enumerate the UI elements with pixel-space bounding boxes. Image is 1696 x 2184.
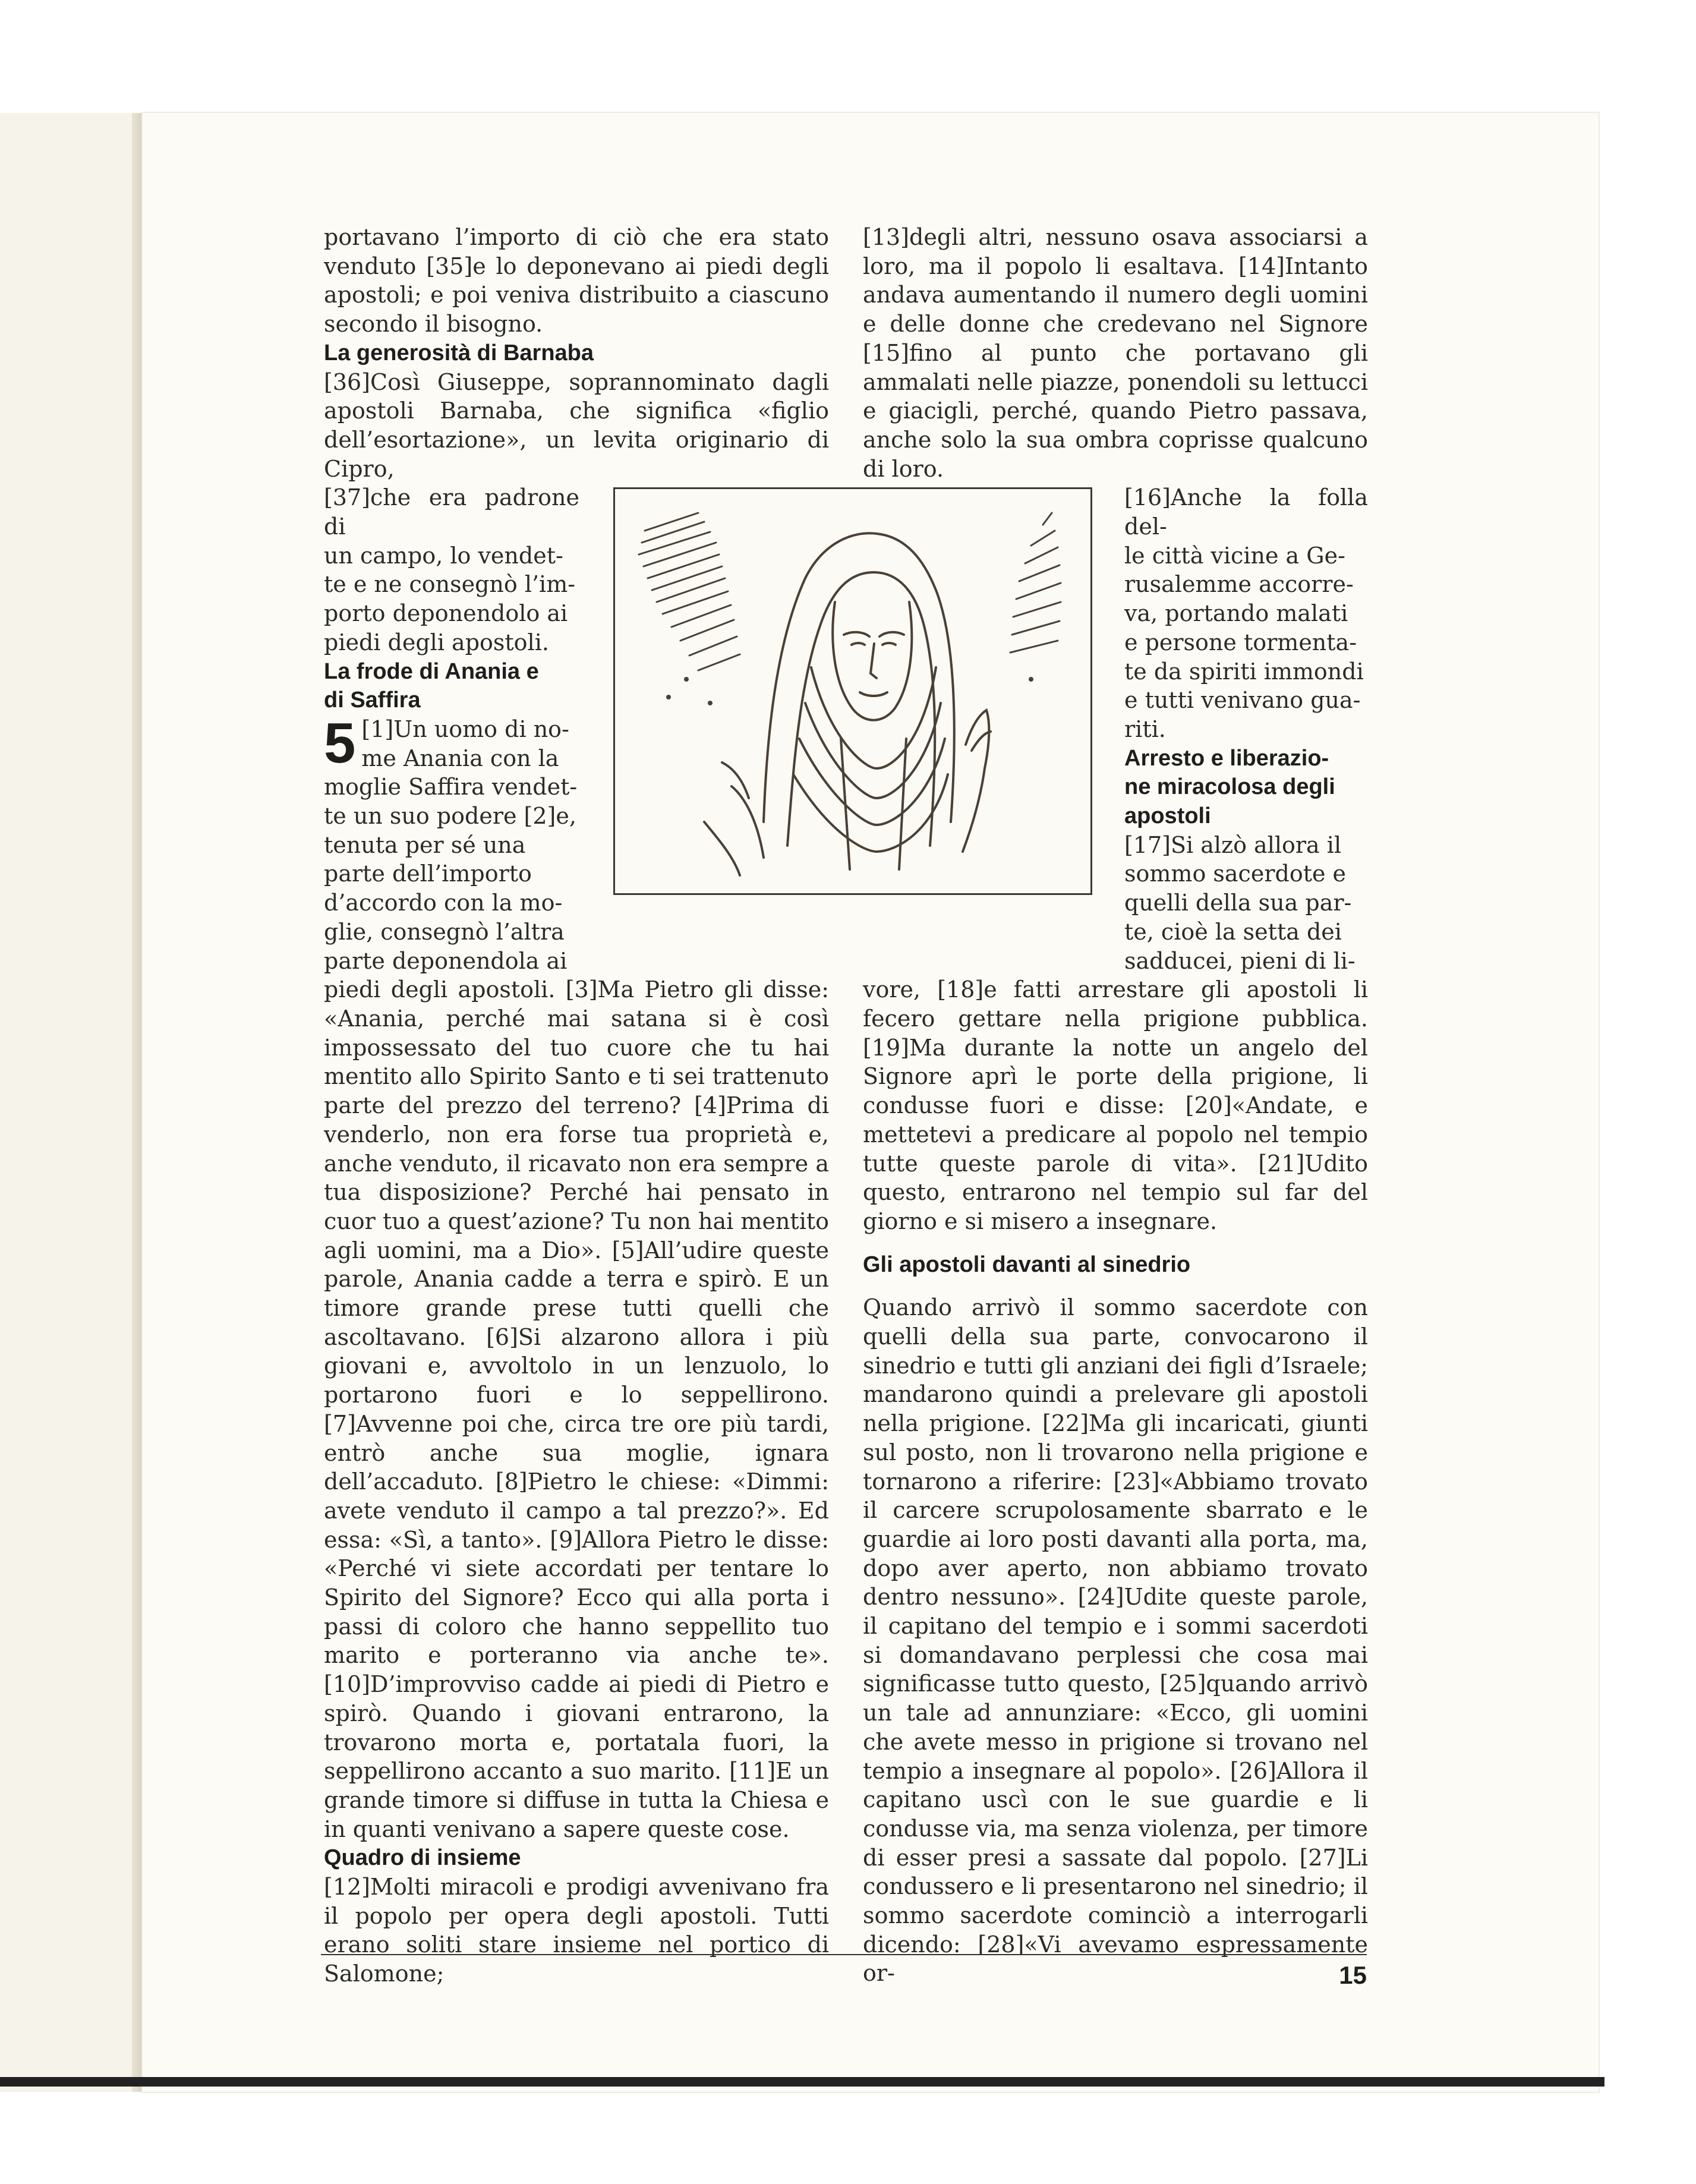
paragraph-continuation: portavano l’importo di ciò che era stato venduto [35]e lo deponevano ai piedi degli apostoli; e poi veniva distribuito a ciascuno secondo il bisogno. [324, 224, 829, 338]
text-line: [1]Un uomo di no- [361, 716, 569, 742]
heading-arresto [1124, 744, 1368, 831]
text-line: parte deponendola ai [324, 947, 568, 974]
wrapped-text-barnaba [324, 483, 579, 975]
text-line: sadducei, pieni di li- [1124, 947, 1355, 974]
text-line: tenuta per sé una [324, 831, 526, 858]
text-line: quelli della sua par- [1124, 890, 1352, 916]
heading-line: Arresto e liberazio- [1124, 745, 1329, 771]
text-line: un campo, lo vendet- [324, 542, 563, 569]
heading-line: di Saffira [324, 688, 421, 713]
page-bottom-edge [0, 2077, 1604, 2087]
heading-line: ne miracolosa degli [1124, 774, 1335, 800]
text-line: parte dell’importo [324, 861, 532, 887]
left-page-edge [0, 113, 141, 2092]
text-line: sommo sacerdote e [1124, 861, 1347, 887]
heading-quadro: Quadro di insieme [324, 1845, 521, 1871]
paragraph-arresto: vore, [18]e fatti arrestare gli apostoli li fecero gettare nella prigione pubblica. [19]Ma durante la notte un angelo del Signore aprì le porte della prigione, li condusse fuori e disse: [20]«Andate, e mettetevi a predicare al popolo nel tempio tutte queste parole di vita». [21]Udito questo, entrarono nel tempio sul far del giorno e si misero a insegnare. [863, 976, 1368, 1234]
text-line: te da spiriti immondi [1124, 658, 1364, 685]
text-line: rusalemme accorre- [1124, 571, 1354, 598]
wrapped-text-right [1124, 483, 1368, 975]
text-line: me Anania con la [361, 745, 559, 771]
footer-rule [321, 1954, 1367, 1955]
paragraph-quadro: [12]Molti miracoli e prodigi avvenivano fra il popolo per opera degli apostoli. Tutti erano soliti stare insieme nel portico di Salomone; [324, 1874, 829, 1987]
text-line: [37]che era padrone di [324, 484, 579, 540]
heading-line: La frode di Anania e [324, 658, 539, 684]
text-line: va, portando malati [1124, 600, 1348, 627]
paragraph-anania: piedi degli apostoli. [3]Ma Pietro gli disse: «Anania, perché mai satana si è così impossessato del tuo cuore che tu hai mentito allo Spirito Santo e ti sei trattenuto parte del prezzo del terreno? [4]Prima di venderlo, non era forse tua proprietà e, anche venduto, il ricavato non era sempre a tua disposizione? Perché hai pensato in cuor tuo a quest’azione? Tu non hai mentito agli uomini, ma a Dio». [5]All’udire queste parole, Anania cadde a terra e spirò. E un timore grande prese tutti quelli che ascoltavano. [6]Si alzarono allora i più giovani e, avvoltolo in un lenzuolo, lo portarono fuori e lo seppellirono. [7]Avvenne poi che, circa tre ore più tardi, entrò anche sua moglie, ignara dell’accaduto. [8]Pietro le chiese: «Dimmi: avete venduto il campo a tal prezzo?». Ed essa: «Sì, a tanto». [9]Allora Pietro le disse: «Perché vi siete accordati per tentare lo Spirito del Signore? Ecco qui alla porta i passi di coloro che hanno seppellito tuo marito e porteranno via anche te». [10]D’improvviso cadde ai piedi di Pietro e spirò. Quando i giovani entrarono, la trovarono morta e, portatala fuori, la seppellirono accanto a suo marito. [11]E un grande timore si diffuse in tutta la Chiesa e in quanti venivano a sapere queste cose. [324, 976, 829, 1842]
heading-barnaba: La generosità di Barnaba [324, 340, 594, 365]
heading-line: apostoli [1124, 803, 1211, 829]
text-line: glie, consegnò l’altra [324, 918, 565, 945]
text-line: te, cioè la setta dei [1124, 918, 1342, 945]
paragraph-sinedrio: Quando arrivò il sommo sacerdote con quelli della sua parte, convocarono il sinedrio e tutti gli anziani dei figli d’Israele; mandarono quindi a prelevare gli apostoli nella prigione. [22]Ma gli incaricati, giunti sul posto, non li trovarono nella prigione e tornarono a riferire: [23]«Abbiamo trovato il carcere scrupolosamente sbarrato e le guardie ai loro posti davanti alla porta, ma, dopo aver aperto, non abbiamo trovato dentro nessuno». [24]Udite queste parole, il capitano del tempio e i sommi sacerdoti si domandavano perplessi che cosa mai significasse tutto questo, [25]quando arrivò un tale ad annunziare: «Ecco, gli uomini che avete messo in prigione si trovano nel tempio a insegnare al popolo». [26]Allora il capitano uscì con le sue guardie e li condusse via, ma senza violenza, per timore di esser presi a sassate dal popolo. [27]Li condussero e li presentarono nel sinedrio; il sommo sacerdote cominciò a interrogarli dicendo: [28]«Vi avevamo espressamente or- [863, 1294, 1368, 1987]
text-line: porto deponendolo ai [324, 600, 568, 627]
text-line: [17]Si alzò allora il [1124, 831, 1342, 858]
text-line: le città vicine a Ge- [1124, 542, 1345, 569]
heading-anania [324, 657, 579, 715]
woman-illustration [613, 487, 1092, 895]
text-line: riti. [1124, 716, 1166, 742]
illustration-drawing [615, 489, 1090, 893]
text-line: te e ne consegnò l’im- [324, 571, 576, 598]
heading-sinedrio: Gli apostoli davanti al sinedrio [863, 1252, 1191, 1277]
text-line: e tutti venivano gua- [1124, 687, 1361, 714]
text-line: te un suo podere [2]e, [324, 803, 576, 830]
text-line: moglie Saffira vendet- [324, 774, 578, 801]
text-line: e persone tormenta- [1124, 629, 1357, 655]
text-line: piedi degli apostoli. [324, 629, 549, 655]
chapter-number: 5 [324, 711, 356, 775]
text-line: [16]Anche la folla del- [1124, 484, 1368, 540]
page-number: 15 [1339, 1961, 1367, 1989]
text-line: d’accordo con la mo- [324, 890, 563, 916]
paragraph-barnaba: [36]Così Giuseppe, soprannominato dagli apostoli Barnaba, che significa «figlio dell’esortazione», un levita originario di Cipro, [324, 368, 829, 482]
paragraph-continuation: [13]degli altri, nessuno osava associarsi a loro, ma il popolo li esaltava. [14]Intanto andava aumentando il numero degli uomini e delle donne che credevano nel Signore [15]fino al punto che portavano gli ammalati nelle piazze, ponendoli su lettucci e giacigli, perché, quando Pietro passava, anche solo la sua ombra coprisse qualcuno di loro. [863, 224, 1368, 482]
